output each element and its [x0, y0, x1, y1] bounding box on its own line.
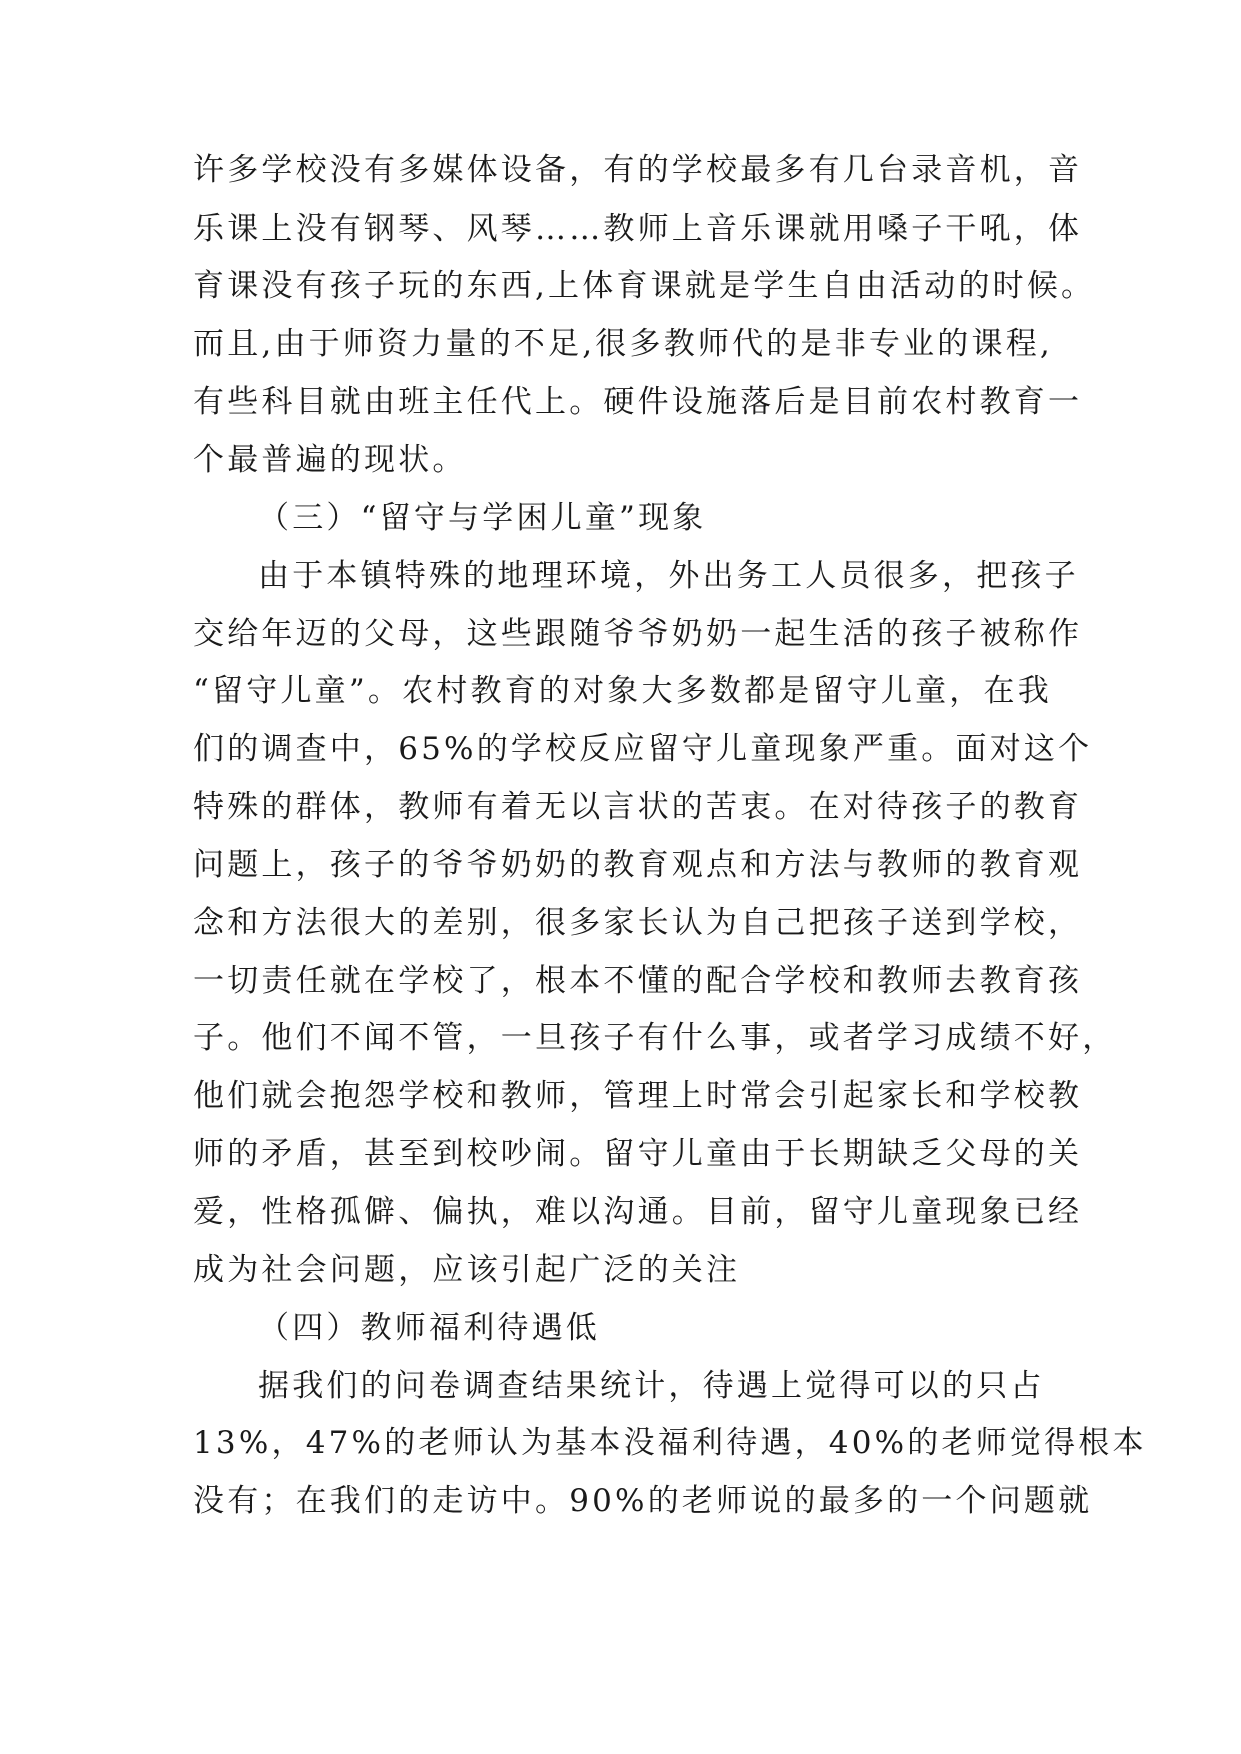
body-text-line: 问题上，孩子的爷爷奶奶的教育观点和方法与教师的教育观	[193, 847, 1083, 883]
body-text-line: 乐课上没有钢琴、风琴……教师上音乐课就用嗓子干吼，体	[193, 211, 1083, 247]
body-text-line: 个最普遍的现状。	[193, 442, 467, 478]
section-heading-3: （三）“留守与学困儿童”现象	[258, 500, 707, 536]
body-text-line: 爱，性格孤僻、偏执，难以沟通。目前，留守儿童现象已经	[193, 1194, 1083, 1230]
body-text-line: 们的调查中，65%的学校反应留守儿童现象严重。面对这个	[193, 731, 1093, 767]
body-text-line: 念和方法很大的差别，很多家长认为自己把孩子送到学校，	[193, 905, 1083, 941]
body-text-line: 交给年迈的父母，这些跟随爷爷奶奶一起生活的孩子被称作	[193, 616, 1083, 652]
body-text-line: 子。他们不闻不管，一旦孩子有什么事，或者学习成绩不好，	[193, 1020, 1117, 1056]
body-text-line: 特殊的群体，教师有着无以言状的苦衷。在对待孩子的教育	[193, 789, 1083, 825]
body-text-line: 没有；在我们的走访中。90%的老师说的最多的一个问题就	[193, 1483, 1093, 1519]
section-heading-4: （四）教师福利待遇低	[258, 1310, 600, 1346]
body-text-line: 而且,由于师资力量的不足,很多教师代的是非专业的课程,	[193, 326, 1053, 362]
body-text-line: 他们就会抱怨学校和教师，管理上时常会引起家长和学校教	[193, 1078, 1083, 1114]
body-text-line: 13%，47%的老师认为基本没福利待遇，40%的老师觉得根本	[193, 1425, 1147, 1461]
body-text-line: 成为社会问题，应该引起广泛的关注	[193, 1252, 741, 1288]
body-text-line: 许多学校没有多媒体设备，有的学校最多有几台录音机，音	[193, 152, 1083, 188]
body-text-line: “留守儿童”。农村教育的对象大多数都是留守儿童，在我	[193, 673, 1052, 709]
body-text-line: 师的矛盾，甚至到校吵闹。留守儿童由于长期缺乏父母的关	[193, 1136, 1083, 1172]
body-text-line: 一切责任就在学校了，根本不懂的配合学校和教师去教育孩	[193, 963, 1083, 999]
paragraph-first-line: 据我们的问卷调查结果统计，待遇上觉得可以的只占	[258, 1368, 1045, 1404]
body-text-line: 育课没有孩子玩的东西,上体育课就是学生自由活动的时候。	[193, 268, 1096, 304]
body-text-line: 有些科目就由班主任代上。硬件设施落后是目前农村教育一	[193, 384, 1083, 420]
paragraph-first-line: 由于本镇特殊的地理环境，外出务工人员很多，把孩子	[258, 558, 1079, 594]
